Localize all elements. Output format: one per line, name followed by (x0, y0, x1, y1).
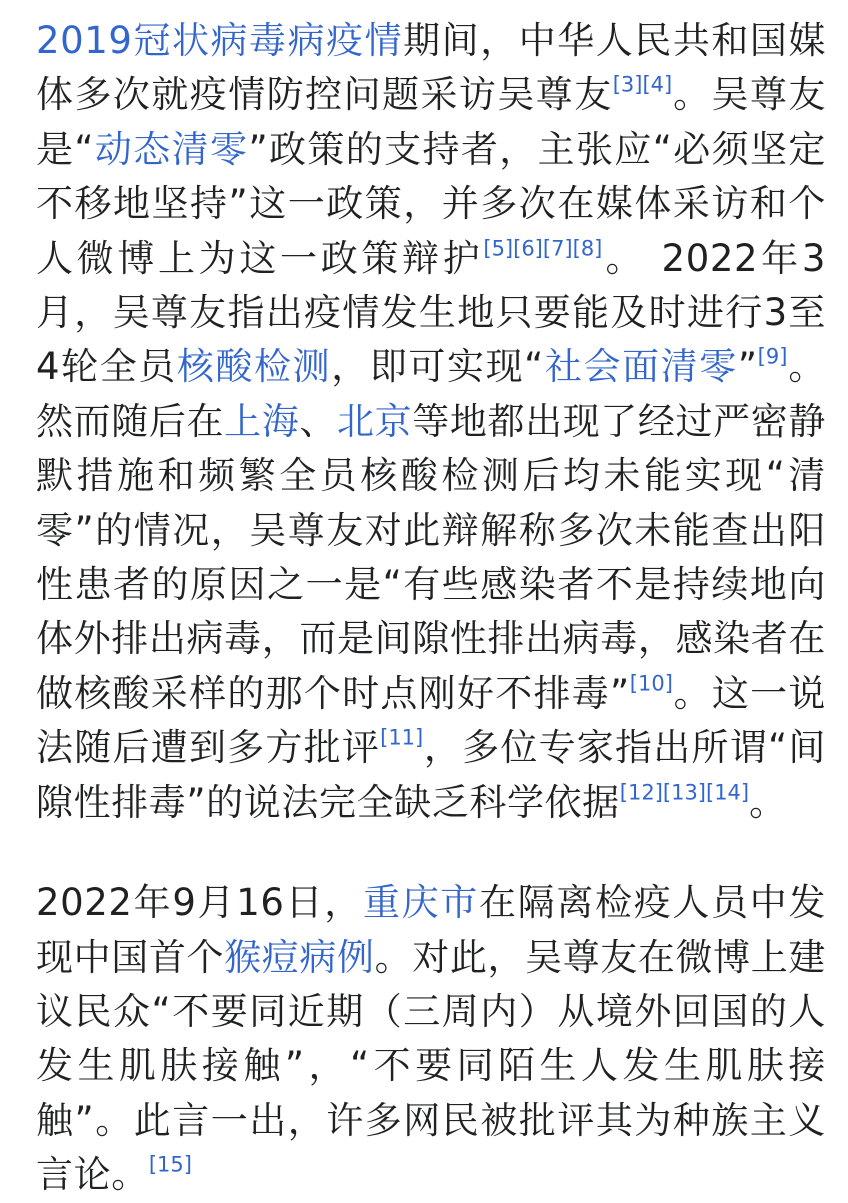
link-monkeypox-case[interactable]: 猴痘病例 (224, 935, 375, 979)
link-dynamic-zero-covid[interactable]: 动态清零 (94, 127, 249, 171)
citation-ref[interactable]: [11] (380, 725, 424, 750)
citation-ref[interactable]: [15] (148, 1152, 192, 1177)
paragraph-text: 、 (299, 399, 337, 443)
link-chongqing[interactable]: 重庆市 (362, 881, 479, 925)
paragraph-text: 2022年9月16日， (36, 881, 363, 925)
paragraph-text: 。对此，吴尊友在微博上建议民众“不要同近期（三周内）从境外回国的人发生肌肤接触”，“不要同陌生人发生肌肤接触”。此言一出，许多网民被批评其为种族主义言论。 (36, 935, 827, 1197)
citation-ref[interactable]: [6] (513, 235, 543, 260)
citation-ref[interactable]: [12] (619, 779, 663, 804)
citation-ref[interactable]: [7] (542, 235, 573, 260)
paragraph-text: 期间，中华人民共和国媒体多次就疫情防控问题采访吴尊友 (36, 19, 826, 117)
link-covid-19-epidemic[interactable]: 2019冠状病毒病疫情 (36, 19, 404, 62)
citation-ref[interactable]: [4] (642, 72, 673, 97)
citation-ref[interactable]: [8] (572, 235, 603, 260)
paragraph-text: 。 (749, 780, 787, 824)
link-beijing[interactable]: 北京 (336, 399, 413, 443)
paragraph-text: 。 2022年3月，吴尊友指出疫情发生地只要能及时进行3至4轮全员 (36, 236, 826, 389)
paragraph-text: 在隔离检疫人员中发现中国首个 (36, 881, 827, 979)
citation-ref[interactable]: [14] (706, 779, 750, 804)
link-shanghai[interactable]: 上海 (224, 399, 300, 443)
link-nucleic-acid-test[interactable]: 核酸检测 (176, 345, 332, 389)
paragraph-covid-policy (36, 14, 826, 830)
paragraph-text: 等地都出现了经过严密静默措施和频繁全员核酸检测后均未能实现“清零”的情况，吴尊友对此辩解称多次未能查出阳性患者的原因之一是“有些感染者不是持续地向体外排出病毒，而是间隙性排出病毒，感染者在做核酸采样的那个时点刚好不排毒” (36, 399, 827, 715)
paragraph-monkeypox (36, 876, 826, 1202)
paragraph-text: 。然而随后在 (36, 345, 826, 443)
citation-ref[interactable]: [9] (757, 344, 788, 369)
article-body (36, 14, 826, 1203)
citation-ref[interactable]: [10] (629, 671, 673, 696)
paragraph-text: ，即可实现“ (331, 345, 544, 389)
paragraph-text: 。这一说法随后遭到多方批评 (36, 671, 826, 770)
citation-ref[interactable]: [13] (662, 779, 706, 804)
citation-ref[interactable]: [5] (483, 235, 514, 260)
paragraph-text: 。吴尊友是“ (36, 73, 827, 171)
link-community-zero-covid[interactable]: 社会面清零 (543, 345, 738, 389)
paragraph-text: ” (737, 345, 758, 389)
citation-ref[interactable]: [3] (612, 72, 643, 97)
paragraph-text: ”政策的支持者，主张应“必须坚定不移地坚持”这一政策，并多次在媒体采访和个人微博上为这一政策辩护 (36, 127, 827, 280)
paragraph-text: ，多位专家指出所谓“间隙性排毒”的说法完全缺乏科学依据 (36, 726, 826, 824)
